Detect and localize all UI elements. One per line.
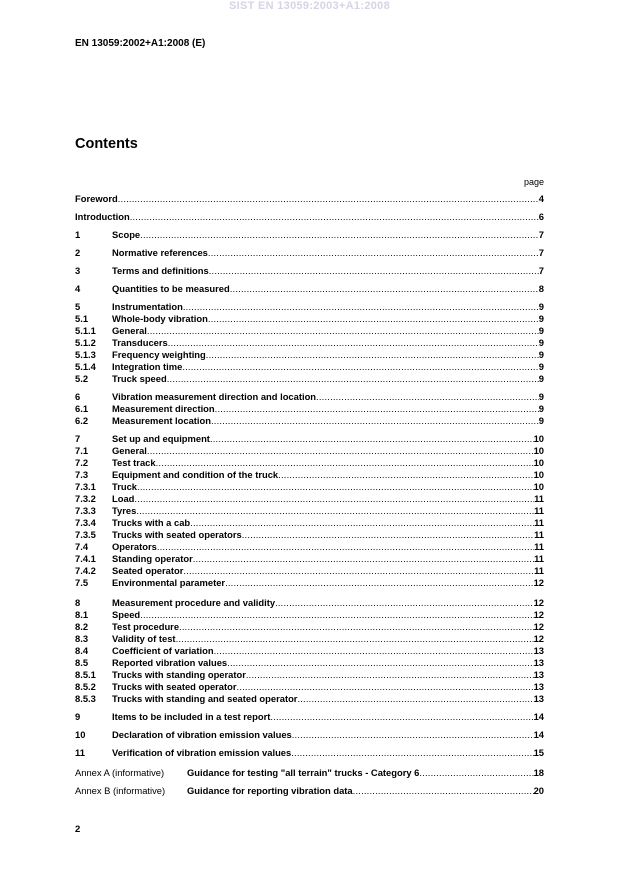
toc-entry[interactable]: [75, 481, 544, 493]
toc-entry-number: 2: [75, 247, 81, 258]
toc-entry-page: 7: [538, 265, 544, 276]
toc-entry-title: Speed: [112, 609, 141, 620]
toc-entry-title: Test procedure: [112, 621, 180, 632]
toc-entry[interactable]: [75, 265, 544, 277]
toc-entry-title: Trucks with seated operator: [112, 681, 237, 692]
toc-entry[interactable]: [75, 469, 544, 481]
toc-entry[interactable]: [75, 597, 544, 609]
toc-dot-leader: [167, 373, 539, 385]
toc-dot-leader: [136, 505, 534, 517]
toc-entry-page: 12: [533, 609, 544, 620]
toc-entry-number: 8.4: [75, 645, 89, 656]
toc-dot-leader: [190, 517, 534, 529]
toc-dot-leader: [147, 445, 534, 457]
toc-entry-number: 5.1.2: [75, 337, 96, 348]
toc-entry-number: 7.1: [75, 445, 89, 456]
annex-page: 18: [533, 767, 544, 778]
toc-entry-page: 14: [533, 711, 544, 722]
toc-entry-page: 9: [538, 337, 544, 348]
toc-entry-page: 13: [533, 693, 544, 704]
toc-entry-page: 6: [538, 211, 544, 222]
toc-entry-number: 6.1: [75, 403, 89, 414]
toc-entry-title: Tyres: [112, 505, 137, 516]
toc-entry-page: 7: [538, 229, 544, 240]
toc-dot-leader: [353, 785, 534, 797]
toc-entry-page: 9: [538, 349, 544, 360]
toc-dot-leader: [147, 325, 539, 337]
toc-dot-leader: [225, 577, 534, 589]
toc-dot-leader: [230, 283, 539, 295]
toc-entry-number: 7.3.1: [75, 481, 96, 492]
toc-dot-leader: [211, 415, 539, 427]
toc-dot-leader: [237, 681, 534, 693]
toc-entry-number: 6: [75, 391, 81, 402]
toc-entry[interactable]: [75, 565, 544, 577]
toc-entry[interactable]: [75, 325, 544, 337]
toc-entry-number: 7.3: [75, 469, 89, 480]
toc-entry[interactable]: [75, 433, 544, 445]
toc-entry-number: 8.1: [75, 609, 89, 620]
toc-entry-title: Scope: [112, 229, 141, 240]
toc-entry-number: 6.2: [75, 415, 89, 426]
toc-entry[interactable]: [75, 553, 544, 565]
toc-dot-leader: [297, 693, 533, 705]
toc-dot-leader: [157, 541, 534, 553]
toc-entry-page: 8: [538, 283, 544, 294]
toc-entry-number: 5.1.3: [75, 349, 96, 360]
toc-entry-title: Declaration of vibration emission values: [112, 729, 292, 740]
annex-page: 20: [533, 785, 544, 796]
toc-entry-number: 8.3: [75, 633, 89, 644]
toc-entry[interactable]: [75, 361, 544, 373]
toc-entry[interactable]: [75, 633, 544, 645]
toc-dot-leader: [183, 565, 534, 577]
toc-entry-title: Terms and definitions: [112, 265, 209, 276]
toc-entry-title: Trucks with seated operators: [112, 529, 242, 540]
toc-entry-page: 9: [538, 373, 544, 384]
toc-entry[interactable]: [75, 517, 544, 529]
toc-entry-title: Vibration measurement direction and location: [112, 391, 317, 402]
toc-entry-page: 11: [534, 529, 544, 540]
toc-entry-page: 9: [538, 415, 544, 426]
toc-dot-leader: [183, 301, 539, 313]
toc-entry-number: 7.4: [75, 541, 89, 552]
toc-entry-number: 11: [75, 747, 85, 758]
toc-entry-title: Set up and equipment: [112, 433, 210, 444]
toc-entry-page: 9: [538, 391, 544, 402]
toc-entry-page: 9: [538, 361, 544, 372]
annex-label: Annex B (informative): [75, 785, 166, 796]
toc-entry-title: Test track: [112, 457, 156, 468]
toc-entry-number: 7.3.5: [75, 529, 96, 540]
annex-title: Guidance for testing "all terrain" trucks - Category 6: [187, 767, 420, 778]
toc-dot-leader: [292, 729, 534, 741]
toc-entry-title: Instrumentation: [112, 301, 183, 312]
toc-entry-number: 8: [75, 597, 81, 608]
toc-dot-leader: [208, 313, 539, 325]
toc-dot-leader: [137, 481, 534, 493]
toc-entry-page: 14: [533, 729, 544, 740]
toc-entry-number: 9: [75, 711, 81, 722]
toc-entry-number: 7.2: [75, 457, 89, 468]
toc-dot-leader: [168, 337, 539, 349]
toc-entry-page: 11: [534, 541, 544, 552]
toc-entry-number: 8.5.3: [75, 693, 96, 704]
toc-entry-title: Quantities to be measured: [112, 283, 230, 294]
toc-dot-leader: [140, 229, 539, 241]
toc-entry-page: 4: [538, 193, 544, 204]
toc-entry-page: 12: [533, 577, 544, 588]
toc-entry[interactable]: [75, 403, 544, 415]
toc-entry[interactable]: [75, 193, 544, 205]
page-column-label: page: [523, 177, 544, 187]
toc-dot-leader: [316, 391, 539, 403]
toc-entry-number: 8.2: [75, 621, 89, 632]
toc-dot-leader: [242, 529, 534, 541]
toc-entry-title: Truck speed: [112, 373, 167, 384]
toc-dot-leader: [210, 433, 534, 445]
toc-entry-page: 7: [538, 247, 544, 258]
toc-entry[interactable]: [75, 621, 544, 633]
toc-entry[interactable]: [75, 415, 544, 427]
toc-entry-number: 3: [75, 265, 81, 276]
toc-entry-title: Normative references: [112, 247, 208, 258]
toc-entry-number: 10: [75, 729, 86, 740]
toc-entry-page: 9: [538, 325, 544, 336]
toc-entry-page: 10: [533, 445, 544, 456]
toc-dot-leader: [291, 747, 533, 759]
toc-annex-entry[interactable]: [75, 767, 544, 779]
toc-entry[interactable]: [75, 529, 544, 541]
toc-dot-leader: [419, 767, 533, 779]
toc-entry-page: 11: [534, 565, 544, 576]
toc-entry-number: 8.5: [75, 657, 89, 668]
toc-entry-number: 5: [75, 301, 81, 312]
toc-entry[interactable]: [75, 229, 544, 241]
toc-dot-leader: [206, 349, 539, 361]
toc-dot-leader: [179, 621, 534, 633]
toc-entry[interactable]: [75, 391, 544, 403]
toc-entry-title: Equipment and condition of the truck: [112, 469, 279, 480]
toc-entry[interactable]: [75, 577, 544, 589]
toc-entry-title: Foreword: [75, 193, 118, 204]
toc-entry-number: 4: [75, 283, 81, 294]
toc-entry-number: 5.1.4: [75, 361, 96, 372]
toc-entry-page: 11: [534, 493, 544, 504]
toc-entry[interactable]: [75, 211, 544, 223]
toc-dot-leader: [176, 633, 534, 645]
toc-entry-title: Items to be included in a test report: [112, 711, 271, 722]
toc-dot-leader: [275, 597, 533, 609]
toc-entry-page: 11: [534, 505, 544, 516]
toc-entry-page: 9: [538, 403, 544, 414]
toc-entry-number: 7.3.3: [75, 505, 96, 516]
toc-entry-number: 5.1.1: [75, 325, 96, 336]
toc-entry-title: Frequency weighting: [112, 349, 206, 360]
page-number: 2: [75, 824, 81, 835]
document-header: EN 13059:2002+A1:2008 (E): [75, 38, 206, 49]
toc-entry-title: Integration time: [112, 361, 183, 372]
annex-title: Guidance for reporting vibration data: [187, 785, 353, 796]
toc-entry-title: Measurement direction: [112, 403, 215, 414]
toc-entry-page: 9: [538, 313, 544, 324]
toc-entry[interactable]: [75, 337, 544, 349]
toc-dot-leader: [140, 609, 533, 621]
toc-entry-title: Transducers: [112, 337, 168, 348]
toc-dot-leader: [156, 457, 534, 469]
toc-entry-title: Reported vibration values: [112, 657, 228, 668]
toc-entry-page: 13: [533, 681, 544, 692]
toc-entry[interactable]: [75, 457, 544, 469]
toc-entry-title: Trucks with standing and seated operator: [112, 693, 298, 704]
toc-dot-leader: [182, 361, 538, 373]
toc-entry-number: 5.2: [75, 373, 89, 384]
toc-dot-leader: [118, 193, 539, 205]
toc-entry-page: 15: [533, 747, 544, 758]
watermark: SIST EN 13059:2003+A1:2008: [229, 0, 390, 12]
toc-entry-number: 8.5.1: [75, 669, 96, 680]
toc-entry-title: Load: [112, 493, 135, 504]
toc-entry-title: Operators: [112, 541, 157, 552]
toc-entry-title: Seated operator: [112, 565, 184, 576]
toc-entry-title: Standing operator: [112, 553, 193, 564]
toc-entry-number: 8.5.2: [75, 681, 96, 692]
toc-entry-title: Verification of vibration emission values: [112, 747, 292, 758]
toc-entry[interactable]: [75, 609, 544, 621]
toc-entry-page: 13: [533, 645, 544, 656]
toc-entry[interactable]: [75, 493, 544, 505]
toc-entry[interactable]: [75, 247, 544, 259]
toc-entry-page: 12: [533, 597, 544, 608]
toc-entry-page: 10: [533, 469, 544, 480]
toc-entry-title: Validity of test: [112, 633, 176, 644]
toc-entry-number: 7.4.2: [75, 565, 96, 576]
toc-dot-leader: [278, 469, 533, 481]
toc-dot-leader: [270, 711, 533, 723]
toc-entry-title: Whole-body vibration: [112, 313, 208, 324]
toc-entry-number: 5.1: [75, 313, 89, 324]
toc-entry[interactable]: [75, 313, 544, 325]
toc-entry-page: 11: [534, 553, 544, 564]
toc-entry-title: Truck: [112, 481, 138, 492]
toc-dot-leader: [134, 493, 534, 505]
toc-entry-page: 13: [533, 669, 544, 680]
toc-dot-leader: [193, 553, 534, 565]
toc-entry[interactable]: [75, 373, 544, 385]
toc-entry-title: Trucks with a cab: [112, 517, 191, 528]
toc-entry[interactable]: [75, 505, 544, 517]
toc-entry-page: 12: [533, 621, 544, 632]
toc-entry-number: 7.3.2: [75, 493, 96, 504]
toc-entry[interactable]: [75, 349, 544, 361]
toc-entry[interactable]: [75, 541, 544, 553]
toc-entry[interactable]: [75, 657, 544, 669]
toc-entry-page: 12: [533, 633, 544, 644]
toc-entry-title: General: [112, 445, 147, 456]
toc-entry[interactable]: [75, 283, 544, 295]
toc-entry[interactable]: [75, 729, 544, 741]
toc-dot-leader: [246, 669, 534, 681]
toc-entry-number: 7: [75, 433, 81, 444]
toc-entry-page: 10: [533, 457, 544, 468]
toc-dot-leader: [130, 211, 539, 223]
toc-entry-number: 7.5: [75, 577, 89, 588]
toc-entry-page: 10: [533, 433, 544, 444]
toc-entry-number: 1: [75, 229, 81, 240]
contents-title: Contents: [75, 136, 138, 152]
toc-entry-title: Trucks with standing operator: [112, 669, 246, 680]
toc-entry[interactable]: [75, 669, 544, 681]
toc-dot-leader: [215, 403, 539, 415]
toc-entry-page: 9: [538, 301, 544, 312]
toc-entry[interactable]: [75, 645, 544, 657]
toc-entry[interactable]: [75, 711, 544, 723]
toc-entry[interactable]: [75, 301, 544, 313]
toc-dot-leader: [208, 247, 539, 259]
toc-entry-title: Measurement location: [112, 415, 211, 426]
toc-entry[interactable]: [75, 747, 544, 759]
toc-dot-leader: [214, 645, 534, 657]
toc-entry-title: Environmental parameter: [112, 577, 226, 588]
toc-annex-entry[interactable]: [75, 785, 544, 797]
toc-entry-title: General: [112, 325, 147, 336]
toc-entry[interactable]: [75, 445, 544, 457]
toc-entry-number: 7.3.4: [75, 517, 96, 528]
toc-entry-page: 10: [533, 481, 544, 492]
toc-dot-leader: [227, 657, 533, 669]
toc-entry-page: 13: [533, 657, 544, 668]
toc-entry-title: Measurement procedure and validity: [112, 597, 276, 608]
toc-entry-page: 11: [534, 517, 544, 528]
toc-dot-leader: [209, 265, 539, 277]
toc-entry-title: Coefficient of variation: [112, 645, 214, 656]
toc-entry-title: Introduction: [75, 211, 130, 222]
toc-entry[interactable]: [75, 693, 544, 705]
annex-label: Annex A (informative): [75, 767, 165, 778]
toc-entry[interactable]: [75, 681, 544, 693]
toc-entry-number: 7.4.1: [75, 553, 96, 564]
